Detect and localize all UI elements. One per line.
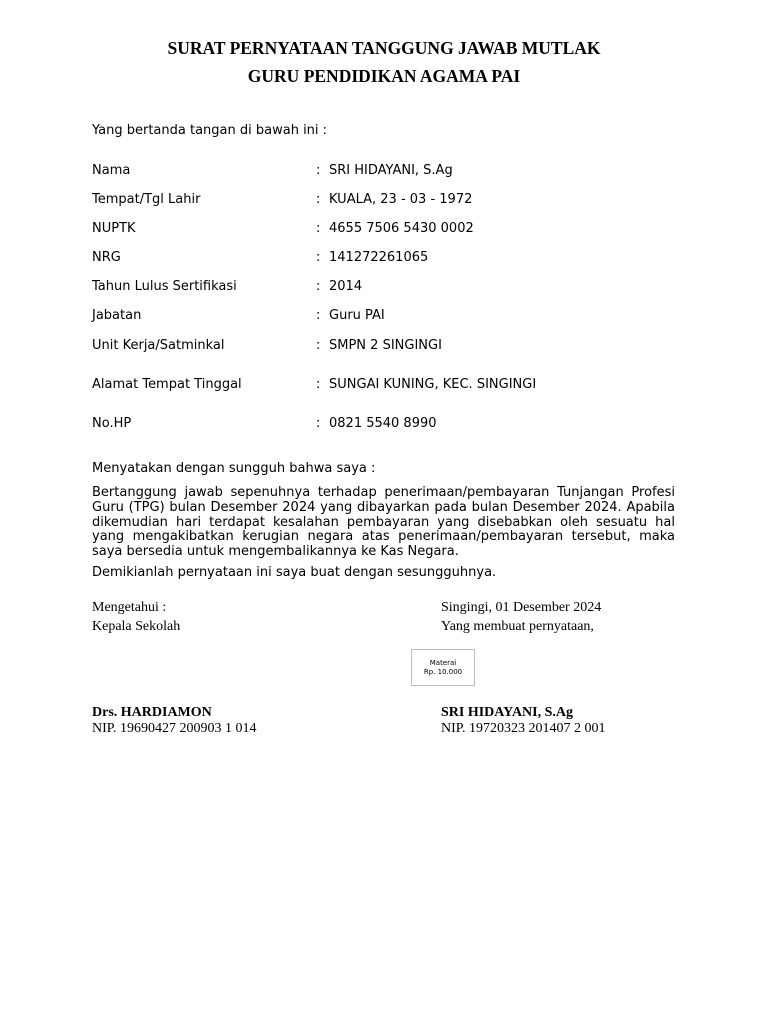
duty-stamp-box <box>411 649 475 686</box>
field-value: Guru PAI <box>329 308 385 323</box>
place-date: Singingi, 01 Desember 2024 <box>441 600 602 615</box>
field-label: NUPTK <box>92 221 136 236</box>
document-title: SURAT PERNYATAAN TANGGUNG JAWAB MUTLAK <box>167 38 601 58</box>
field-colon: : <box>316 416 321 431</box>
principal-name: Drs. HARDIAMON <box>92 705 212 720</box>
field-label: NRG <box>92 250 121 265</box>
closing-text: Demikianlah pernyataan ini saya buat dengan sesungguhnya. <box>92 565 497 580</box>
field-colon: : <box>316 279 321 294</box>
field-colon: : <box>316 192 321 207</box>
field-value: KUALA, 23 - 03 - 1972 <box>329 192 473 207</box>
field-colon: : <box>316 163 321 178</box>
field-colon: : <box>316 250 321 265</box>
field-label: Alamat Tempat Tinggal <box>92 377 242 392</box>
intro-text: Yang bertanda tangan di bawah ini : <box>92 123 328 138</box>
field-value: 0821 5540 8990 <box>329 416 437 431</box>
field-colon: : <box>316 221 321 236</box>
field-colon: : <box>316 338 321 353</box>
field-label: Nama <box>92 163 131 178</box>
field-value: SUNGAI KUNING, KEC. SINGINGI <box>329 377 537 392</box>
declarant-name: SRI HIDAYANI, S.Ag <box>441 705 574 720</box>
declarant-label: Yang membuat pernyataan, <box>441 619 594 634</box>
field-label: Jabatan <box>92 308 142 323</box>
principal-title: Kepala Sekolah <box>92 619 181 634</box>
field-value: 2014 <box>329 279 363 294</box>
field-value: SMPN 2 SINGINGI <box>329 338 442 353</box>
principal-nip: NIP. 19690427 200903 1 014 <box>92 721 257 736</box>
declarant-nip: NIP. 19720323 201407 2 001 <box>441 721 606 736</box>
field-value: 4655 7506 5430 0002 <box>329 221 474 236</box>
field-value: SRI HIDAYANI, S.Ag <box>329 163 453 178</box>
statement-body: Bertanggung jawab sepenuhnya terhadap penerimaan/pembayaran Tunjangan Profesi Guru (TPG) bulan Desember 2024 yang dibayarkan pada bulan Desember 2024. Apabila dikemudian hari terdapat kesalahan pembayaran yang disebabkan oleh sesuatu hal yang mengakibatkan kerugian negara atas penerimaan/pembayaran tersebut, maka saya bersedia untuk mengembalikannya ke Kas Negara. <box>92 485 675 560</box>
field-colon: : <box>316 308 321 323</box>
statement-intro: Menyatakan dengan sungguh bahwa saya : <box>92 461 376 476</box>
field-value: 141272261065 <box>329 250 429 265</box>
document-subtitle: GURU PENDIDIKAN AGAMA PAI <box>247 66 521 86</box>
field-label: Unit Kerja/Satminkal <box>92 338 225 353</box>
field-label: Tempat/Tgl Lahir <box>92 192 201 207</box>
stamp-label: Materai <box>429 659 457 667</box>
field-label: Tahun Lulus Sertifikasi <box>92 279 237 294</box>
acknowledged-label: Mengetahui : <box>92 600 167 615</box>
field-colon: : <box>316 377 321 392</box>
stamp-amount: Rp. 10.000 <box>423 668 463 676</box>
field-label: No.HP <box>92 416 132 431</box>
